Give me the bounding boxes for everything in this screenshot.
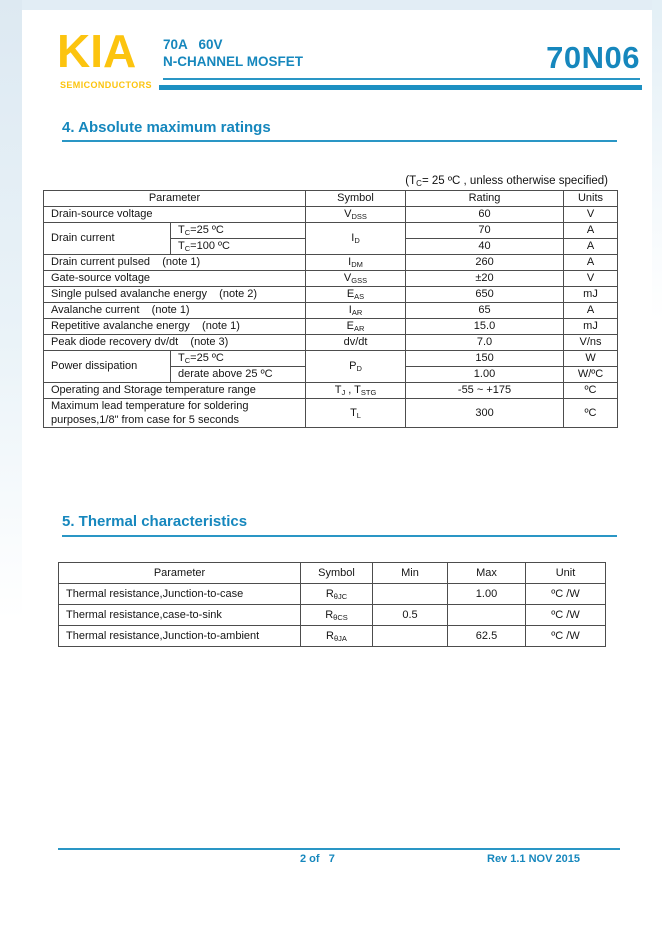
table-cell: derate above 25 ºC xyxy=(171,367,306,383)
column-header-cell: Unit xyxy=(526,563,606,584)
table-row xyxy=(44,303,618,319)
table-cell: $I_{AR}$ xyxy=(306,303,406,319)
table-cell: 60 xyxy=(406,207,564,223)
table-cell: A xyxy=(564,255,618,271)
page-edge-left xyxy=(0,0,22,620)
table-cell: A xyxy=(564,239,618,255)
table-cell: mJ xyxy=(564,287,618,303)
table-cell: 300 xyxy=(406,399,564,428)
brand-logo: KIA xyxy=(57,25,137,77)
header-rule-thin xyxy=(163,78,640,80)
table-cell: -55 ~ +175 xyxy=(406,383,564,399)
absolute-maximum-ratings-table xyxy=(43,190,618,428)
table-cell: dv/dt xyxy=(306,335,406,351)
table-cell: Avalanche current (note 1) xyxy=(44,303,306,319)
table-cell xyxy=(373,584,448,605)
part-number: 70N06 xyxy=(546,40,640,75)
table-cell: Thermal resistance,case-to-sink xyxy=(59,605,301,626)
table-row xyxy=(59,626,606,647)
table-cell: $R_{\theta JC}$ xyxy=(301,584,373,605)
column-header-cell: Rating xyxy=(406,191,564,207)
table-cell: ºC /W xyxy=(526,584,606,605)
table-cell: $I_{DM}$ xyxy=(306,255,406,271)
section-title-thermal-characteristics: 5. Thermal characteristics xyxy=(62,513,248,530)
column-header-cell: Min xyxy=(373,563,448,584)
table-cell: V/ns xyxy=(564,335,618,351)
page-edge-right xyxy=(652,0,662,320)
footer-revision: Rev 1.1 NOV 2015 xyxy=(487,853,580,865)
table-cell: Maximum lead temperature for soldering purposes,1/8" from case for 5 seconds xyxy=(44,399,306,428)
table-cell: mJ xyxy=(564,319,618,335)
condition-note: ($T_C= 25$ ºC , unless otherwise specified) xyxy=(405,175,608,188)
table-cell: $V_{DSS}$ xyxy=(306,207,406,223)
table-cell: A xyxy=(564,303,618,319)
table-cell: Gate-source voltage xyxy=(44,271,306,287)
footer-rule xyxy=(58,848,620,850)
table-cell: Repetitive avalanche energy (note 1) xyxy=(44,319,306,335)
table-cell: 65 xyxy=(406,303,564,319)
table-cell: Drain current pulsed (note 1) xyxy=(44,255,306,271)
table-cell: ºC xyxy=(564,399,618,428)
table-cell: Operating and Storage temperature range xyxy=(44,383,306,399)
table-row xyxy=(44,399,618,428)
header-rule-thick xyxy=(159,85,642,90)
table-cell: $R_{\theta JA}$ xyxy=(301,626,373,647)
table-cell: $T_C=25$ ºC xyxy=(171,223,306,239)
table-cell: $R_{\theta CS}$ xyxy=(301,605,373,626)
brand-tagline: SEMICONDUCTORS xyxy=(60,80,152,90)
table-cell: ±20 xyxy=(406,271,564,287)
table-cell: $T_J$ , $T_{STG}$ xyxy=(306,383,406,399)
table-cell: ºC /W xyxy=(526,626,606,647)
table-cell: 150 xyxy=(406,351,564,367)
table-row xyxy=(59,605,606,626)
column-header-cell: Parameter xyxy=(59,563,301,584)
table-cell: $T_C=100$ ºC xyxy=(171,239,306,255)
table-row xyxy=(44,287,618,303)
device-rating: 70A 60V xyxy=(163,37,223,52)
table-row xyxy=(44,271,618,287)
table-cell: 260 xyxy=(406,255,564,271)
table-cell: $E_{AR}$ xyxy=(306,319,406,335)
column-header-cell: Max xyxy=(448,563,526,584)
table-cell: $E_{AS}$ xyxy=(306,287,406,303)
column-header-cell: Parameter xyxy=(44,191,306,207)
table-row xyxy=(44,351,618,367)
table-row xyxy=(44,335,618,351)
table-cell xyxy=(448,605,526,626)
table-row xyxy=(44,383,618,399)
page-edge-top xyxy=(0,0,662,10)
section-title-absolute-maximum-ratings: 4. Absolute maximum ratings xyxy=(62,119,271,136)
table-header-row xyxy=(44,191,618,207)
table-cell: $V_{GSS}$ xyxy=(306,271,406,287)
table-row xyxy=(59,584,606,605)
table-cell: V xyxy=(564,207,618,223)
column-header-cell: Symbol xyxy=(306,191,406,207)
header-device-summary xyxy=(163,36,303,70)
table-header-row xyxy=(59,563,606,584)
table-cell: 650 xyxy=(406,287,564,303)
table-cell: W xyxy=(564,351,618,367)
table-row xyxy=(44,207,618,223)
table-cell: W/ºC xyxy=(564,367,618,383)
table-cell: $I_D$ xyxy=(306,223,406,255)
table-cell: 1.00 xyxy=(448,584,526,605)
table-cell: $T_L$ xyxy=(306,399,406,428)
thermal-characteristics-table xyxy=(58,562,606,647)
section-5-rule xyxy=(62,535,617,537)
table-cell: ºC xyxy=(564,383,618,399)
table-cell: V xyxy=(564,271,618,287)
table-cell: 15.0 xyxy=(406,319,564,335)
table-cell: 7.0 xyxy=(406,335,564,351)
table-row xyxy=(44,223,618,239)
table-cell: $T_C=25$ ºC xyxy=(171,351,306,367)
table-cell: $P_D$ xyxy=(306,351,406,383)
table-row xyxy=(44,319,618,335)
column-header-cell: Symbol xyxy=(301,563,373,584)
table-cell: Thermal resistance,Junction-to-ambient xyxy=(59,626,301,647)
column-header-cell: Units xyxy=(564,191,618,207)
table-cell: Drain-source voltage xyxy=(44,207,306,223)
table-cell: 62.5 xyxy=(448,626,526,647)
table-row xyxy=(44,255,618,271)
table-cell: 1.00 xyxy=(406,367,564,383)
device-type: N-CHANNEL MOSFET xyxy=(163,54,303,69)
table-cell: 0.5 xyxy=(373,605,448,626)
footer-page-number: 2 of 7 xyxy=(300,853,335,865)
table-cell: 40 xyxy=(406,239,564,255)
table-cell: Drain current xyxy=(44,223,171,255)
table-cell: Single pulsed avalanche energy (note 2) xyxy=(44,287,306,303)
table-cell: 70 xyxy=(406,223,564,239)
table-cell: Thermal resistance,Junction-to-case xyxy=(59,584,301,605)
table-cell: Power dissipation xyxy=(44,351,171,383)
section-4-rule xyxy=(62,140,617,142)
table-cell xyxy=(373,626,448,647)
table-cell: A xyxy=(564,223,618,239)
table-cell: ºC /W xyxy=(526,605,606,626)
table-cell: Peak diode recovery dv/dt (note 3) xyxy=(44,335,306,351)
